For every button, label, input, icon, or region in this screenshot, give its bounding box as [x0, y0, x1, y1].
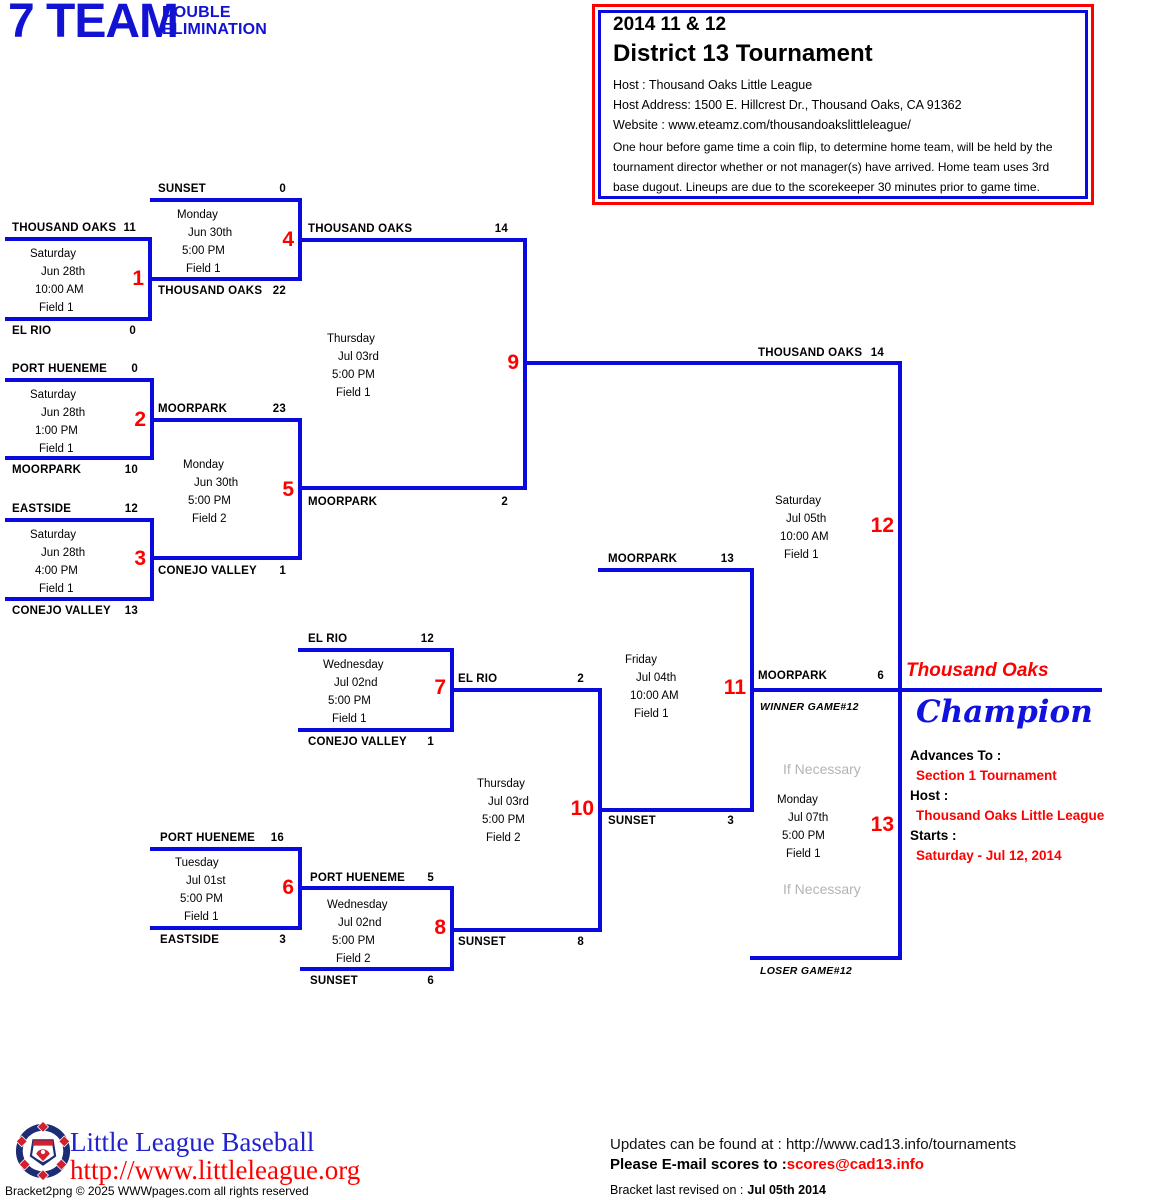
copyright-text: Bracket2png © 2025 WWWpages.com all rights reserved [5, 1184, 309, 1198]
game11-info: Friday Jul 04th 10:00 AM Field 1 [625, 654, 679, 720]
little-league-url-link[interactable]: http://www.littleleague.org [70, 1155, 361, 1185]
game11-top-team-row [608, 553, 734, 565]
team-name: SUNSET [458, 936, 506, 948]
bracket-line [523, 238, 527, 490]
team-name: EASTSIDE [12, 503, 72, 515]
game3-top-team-row [12, 503, 138, 515]
bracket-line [298, 486, 527, 490]
bracket-line [523, 361, 902, 365]
team-score: 11 [123, 222, 136, 234]
team-score: 3 [279, 934, 286, 946]
champion-line [898, 688, 1102, 692]
bracket-line [598, 568, 754, 572]
team-name: MOORPARK [608, 553, 678, 565]
bracket-line [298, 648, 454, 652]
bracket-line [150, 926, 302, 930]
bracket-line [450, 886, 454, 971]
little-league-logo [14, 1122, 72, 1185]
bracket-line [5, 237, 152, 241]
bracket-line [150, 556, 302, 560]
game7-top-team-row [308, 633, 434, 645]
advances-to-label: Advances To : [910, 748, 1002, 763]
team-name: MOORPARK [158, 403, 228, 415]
tournament-host-address: Host Address: 1500 E. Hillcrest Dr., Thousand Oaks, CA 91362 [613, 98, 962, 112]
email-scores-label: Please E-mail scores to : [610, 1156, 787, 1173]
tournament-year-division: 2014 11 & 12 [613, 14, 727, 35]
game5-bottom-team-row [158, 565, 286, 577]
team-name: MOORPARK [758, 670, 828, 682]
game8-info: Wednesday Jul 02nd 5:00 PM Field 2 [327, 899, 388, 965]
game3-number: 3 [134, 547, 146, 570]
team-name: SUNSET [158, 183, 206, 195]
bracket-line [298, 418, 302, 560]
game2-info: Saturday Jun 28th 1:00 PM Field 1 [30, 389, 86, 455]
game1-number: 1 [132, 267, 144, 290]
game4-top-team-row [158, 183, 286, 195]
game5-number: 5 [282, 478, 294, 501]
champion-host-label: Host : [910, 788, 949, 803]
bracket-line [298, 198, 302, 281]
game5-top-team-row [158, 403, 286, 415]
game4-number: 4 [282, 228, 294, 251]
team-name: PORT HUENEME [310, 872, 406, 884]
if-necessary-label: If Necessary [783, 881, 861, 897]
game6-bottom-team-row [160, 934, 286, 946]
team-score: 13 [720, 553, 734, 565]
game4-info: Monday Jun 30th 5:00 PM Field 1 [177, 209, 233, 275]
team-score: 2 [577, 673, 584, 685]
tournament-note-line1: One hour before game time a coin flip, to determine home team, will be held by the [613, 140, 1053, 154]
bracket-line [450, 688, 602, 692]
tournament-note-line3: base dugout. Lineups are due to the scorekeeper 30 minutes prior to game time. [613, 180, 1040, 194]
team-name: EASTSIDE [160, 934, 220, 946]
team-name: EL RIO [458, 673, 498, 685]
game8-bottom-team-row [310, 975, 434, 987]
bracket-line [598, 688, 602, 932]
game3-info: Saturday Jun 28th 4:00 PM Field 1 [30, 529, 86, 595]
subtitle-elimination: ELIMINATION [162, 21, 268, 38]
revised-date: Jul 05th 2014 [747, 1183, 826, 1197]
team-name: EL RIO [308, 633, 348, 645]
team-score: 6 [877, 670, 884, 682]
game11-number: 11 [723, 676, 746, 699]
updates-link-text[interactable]: Updates can be found at : http://www.cad13.info/tournaments [610, 1136, 1017, 1153]
tournament-note-line2: tournament director whether or not manager(s) have arrived. Home team uses 3rd [613, 160, 1050, 174]
team-score: 1 [279, 565, 286, 577]
team-name: THOUSAND OAKS [758, 347, 863, 359]
bracket-line [150, 378, 154, 460]
bracket-line [450, 928, 602, 932]
team-name: SUNSET [608, 815, 656, 827]
game4-bottom-team-row [158, 285, 286, 297]
team-score: 12 [420, 633, 434, 645]
game9-bottom-team-row [308, 496, 508, 508]
team-score: 0 [279, 183, 286, 195]
little-league-name: Little League Baseball [70, 1127, 315, 1157]
team-score: 8 [577, 936, 584, 948]
tournament-title: District 13 Tournament [613, 40, 873, 67]
champion-label: Champion [916, 694, 1093, 730]
game10-info: Thursday Jul 03rd 5:00 PM Field 2 [477, 778, 529, 844]
team-score: 10 [124, 464, 138, 476]
champion-starts-value: Saturday - Jul 12, 2014 [916, 848, 1062, 863]
champion-team-name: Thousand Oaks [906, 660, 1049, 681]
champion-host-value: Thousand Oaks Little League [916, 808, 1105, 823]
game10-bottom-team-row [458, 936, 584, 948]
game12-bottom-team-row [758, 670, 884, 682]
if-necessary-label: If Necessary [783, 761, 861, 777]
game5-info: Monday Jun 30th 5:00 PM Field 2 [183, 459, 239, 525]
game1-top-team-row [12, 222, 136, 234]
team-name: THOUSAND OAKS [12, 222, 117, 234]
game2-top-team-row [12, 363, 138, 375]
game6-number: 6 [282, 876, 294, 899]
subtitle-double: DOUBLE [162, 4, 231, 21]
loser-game12-label: LOSER GAME#12 [760, 965, 853, 977]
game2-number: 2 [134, 408, 146, 431]
email-scores-row [610, 1156, 924, 1173]
bracket-line [150, 418, 302, 422]
bracket-line [5, 317, 152, 321]
game7-info: Wednesday Jul 02nd 5:00 PM Field 1 [323, 659, 384, 725]
team-score: 3 [727, 815, 734, 827]
bracket-line [150, 847, 302, 851]
team-name: MOORPARK [12, 464, 82, 476]
champion-starts-label: Starts : [910, 828, 957, 843]
tournament-website[interactable]: Website : www.eteamz.com/thousandoakslittleleague/ [613, 118, 911, 132]
team-name: CONEJO VALLEY [12, 605, 111, 617]
tournament-host: Host : Thousand Oaks Little League [613, 78, 813, 92]
advances-block [910, 746, 1104, 866]
game13-number: 13 [870, 813, 894, 836]
game6-top-team-row [160, 832, 284, 844]
team-score: 5 [427, 872, 434, 884]
game12-number: 12 [870, 514, 894, 537]
bracket-line [5, 378, 154, 382]
bracket-line [150, 198, 302, 202]
bracket-line [898, 688, 902, 960]
bracket-line [298, 728, 454, 732]
team-score: 12 [124, 503, 138, 515]
bracket-line [898, 361, 902, 692]
team-name: CONEJO VALLEY [308, 736, 407, 748]
bracket-line [298, 847, 302, 930]
team-name: PORT HUENEME [160, 832, 256, 844]
team-score: 0 [129, 325, 136, 337]
bracket-line [148, 237, 152, 321]
team-score: 23 [272, 403, 286, 415]
team-score: 14 [870, 347, 884, 359]
game10-top-team-row [458, 673, 584, 685]
game2-bottom-team-row [12, 464, 138, 476]
team-name: SUNSET [310, 975, 358, 987]
game8-top-team-row [310, 872, 434, 884]
advances-to-value: Section 1 Tournament [916, 768, 1057, 783]
team-name: THOUSAND OAKS [158, 285, 263, 297]
team-score: 22 [272, 285, 286, 297]
team-score: 1 [427, 736, 434, 748]
game1-info: Saturday Jun 28th 10:00 AM Field 1 [30, 248, 86, 314]
team-score: 0 [131, 363, 138, 375]
game9-top-team-row [308, 223, 508, 235]
game10-number: 10 [570, 797, 594, 820]
team-score: 6 [427, 975, 434, 987]
game9-info: Thursday Jul 03rd 5:00 PM Field 1 [327, 333, 379, 399]
bracket-line [450, 648, 454, 732]
bracket-line [5, 518, 154, 522]
team-score: 14 [494, 223, 508, 235]
revised-label: Bracket last revised on : [610, 1183, 744, 1197]
game1-bottom-team-row [12, 325, 136, 337]
game11-bottom-team-row [608, 815, 734, 827]
game3-bottom-team-row [12, 605, 138, 617]
revised-row [610, 1183, 826, 1197]
bracket-line [598, 808, 754, 812]
game13-info: Monday Jul 07th 5:00 PM Field 1 [777, 794, 829, 860]
bracket-line [298, 238, 527, 242]
team-name: EL RIO [12, 325, 52, 337]
team-score: 16 [270, 832, 284, 844]
team-name: THOUSAND OAKS [308, 223, 413, 235]
team-name: CONEJO VALLEY [158, 565, 257, 577]
game6-info: Tuesday Jul 01st 5:00 PM Field 1 [175, 857, 226, 923]
team-name: MOORPARK [308, 496, 378, 508]
page-title: 7 TEAM [8, 0, 179, 48]
bracket-line [750, 568, 754, 812]
game12-top-team-row [758, 347, 884, 359]
game7-number: 7 [434, 676, 446, 699]
team-name: PORT HUENEME [12, 363, 108, 375]
game12-info: Saturday Jul 05th 10:00 AM Field 1 [775, 495, 829, 561]
game9-number: 9 [507, 351, 519, 374]
bracket-line [750, 956, 902, 960]
bracket-line [150, 518, 154, 601]
team-score: 13 [124, 605, 138, 617]
bracket-line [750, 688, 902, 692]
bracket-line [298, 886, 454, 890]
winner-game12-label: WINNER GAME#12 [760, 701, 859, 713]
game7-bottom-team-row [308, 736, 434, 748]
game8-number: 8 [434, 916, 446, 939]
team-score: 2 [501, 496, 508, 508]
scores-email-link[interactable]: scores@cad13.info [786, 1156, 924, 1173]
